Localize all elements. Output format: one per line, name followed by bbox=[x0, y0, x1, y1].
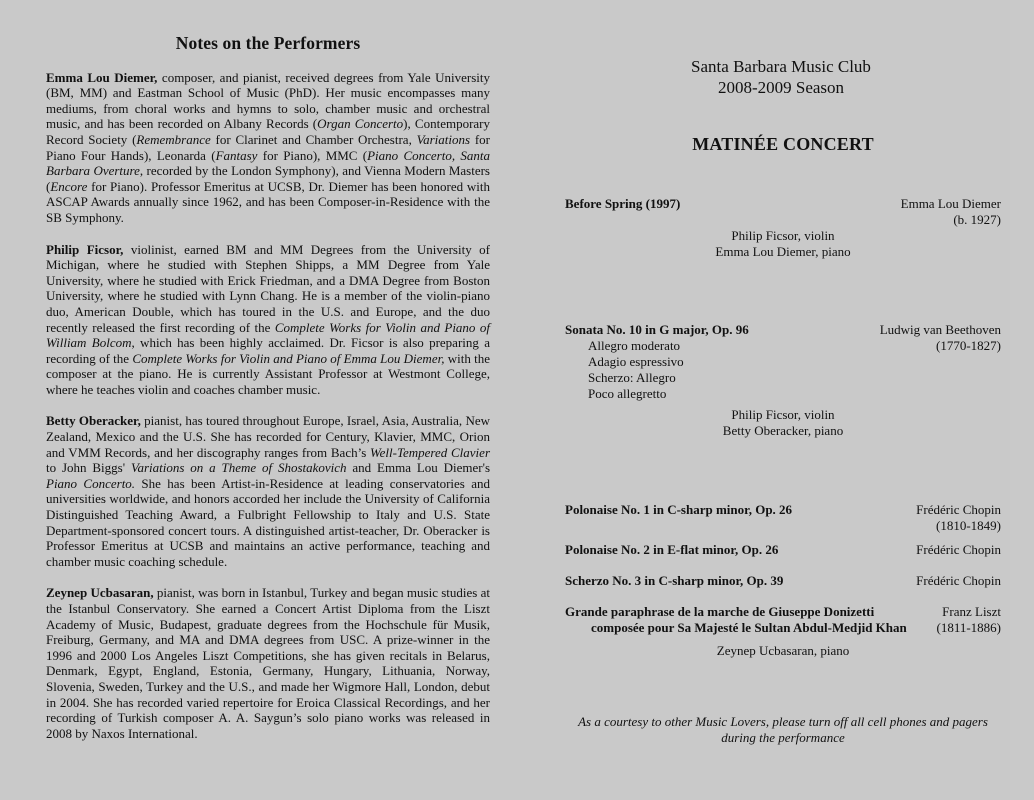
work-title: Before Spring (1997) bbox=[565, 196, 681, 211]
bio-text-run: , which has been highly acclaimed. Dr. Ficsor is also preparing a recording of the bbox=[46, 335, 490, 366]
bio-italic-title: Piano Concerto, Santa Barbara Overture bbox=[46, 147, 490, 179]
bio-text-run: for Piano), MMC ( bbox=[257, 147, 368, 163]
program-item-6 bbox=[565, 604, 1001, 636]
bio-italic-title: Remembrance bbox=[136, 131, 211, 147]
bio-text-run: pianist, has toured throughout Europe, Israel, Asia, Australia, New Zealand, Mexico and the U.S. She has recorded for Century, Klavier, MMC, Orion and VMM Records, and her discography ranges from Bach’s bbox=[46, 413, 490, 460]
bio-italic-title: Complete Works for Violin and Piano of Emma Lou Diemer, bbox=[132, 350, 445, 366]
bio-italic-title: Encore bbox=[50, 178, 88, 194]
season-label: 2008-2009 Season bbox=[717, 78, 845, 97]
work-title: Scherzo No. 3 in C-sharp minor, Op. 39 bbox=[565, 573, 784, 588]
bio-italic-title: Well-Tempered Clavier bbox=[370, 444, 490, 460]
courtesy-notice bbox=[565, 714, 1001, 746]
performer: Emma Lou Diemer, piano bbox=[715, 244, 851, 259]
bio-name: Philip Ficsor, bbox=[46, 241, 124, 257]
bio-text-run: violinist, earned BM and MM Degrees from the University of Michigan, where he studied with Stephen Shipps, a MM Degree from Yale University, where he studied with Erick Friedman, and a DMA Degree from Boston University, where he studied with Lynn Chang. He is a member of the violin-piano duo, American Double, which has toured in the U.S. and Europe, and the duo recently released the first recording of the bbox=[46, 241, 490, 335]
performer: Philip Ficsor, violin bbox=[731, 228, 835, 243]
bio-ucbasaran bbox=[46, 585, 490, 741]
bio-name: Zeynep Ucbasaran, bbox=[46, 585, 154, 601]
bio-text bbox=[46, 413, 490, 568]
performer: Zeynep Ucbasaran, piano bbox=[716, 643, 850, 658]
work-title: Sonata No. 10 in G major, Op. 96 bbox=[565, 322, 749, 337]
bio-text-run: with the composer at the piano. He is currently Assistant Professor at Westmont College, where he teaches violin and coaches chamber music. bbox=[46, 350, 490, 397]
bio-text-run: She has been Artist-in-Residence at leading conservatories and universities worldwide, and honors accorded her include the University of California Distinguished Teaching Award, a Fulbright Fellowship to Italy and U.S. State Department-sponsored concert tours. A distinguished artist-teacher, Dr. Oberacker is Professor Emeritus at UCSB and maintains an active performance, teaching and chamber music coaching schedule. bbox=[46, 475, 490, 569]
bio-text bbox=[46, 242, 490, 397]
bio-italic-title: Organ Concerto bbox=[317, 116, 404, 132]
composer-dates: (1770-1827) bbox=[936, 338, 1001, 353]
composer-name: Frédéric Chopin bbox=[916, 573, 1001, 588]
composer bbox=[901, 196, 1001, 228]
bio-text bbox=[46, 70, 490, 225]
composer bbox=[916, 502, 1001, 534]
bio-diemer bbox=[46, 70, 490, 226]
movement: Scherzo: Allegro bbox=[588, 370, 676, 385]
program-header bbox=[565, 56, 1001, 98]
courtesy-line: As a courtesy to other Music Lovers, please turn off all cell phones and pagers bbox=[578, 714, 988, 729]
bio-text-run: for Clarinet and Chamber Orchestra, bbox=[210, 131, 417, 147]
work-title-line2: composée pour Sa Majesté le Sultan Abdul-Medjid Khan bbox=[591, 620, 907, 635]
bio-text bbox=[46, 585, 490, 740]
composer-name: Franz Liszt bbox=[942, 604, 1001, 619]
composer-dates: (1810-1849) bbox=[936, 518, 1001, 533]
performer: Philip Ficsor, violin bbox=[731, 407, 835, 422]
performer: Betty Oberacker, piano bbox=[722, 423, 844, 438]
bio-text-run: , recorded by the London Symphony), and Vienna Modern Masters ( bbox=[46, 163, 490, 194]
performer-notes bbox=[46, 33, 491, 757]
program-item-5 bbox=[565, 573, 1001, 589]
composer bbox=[880, 322, 1001, 354]
bio-text-run: for Piano). Professor Emeritus at UCSB, Dr. Diemer has been honored with ASCAP Awards annually since 1962, and has been Composer-in-Residence with the SB Symphony. bbox=[46, 178, 490, 225]
composer-name: Frédéric Chopin bbox=[916, 502, 1001, 517]
bio-ficsor bbox=[46, 242, 490, 398]
bio-text-run: for Piano Four Hands), Leonarda ( bbox=[46, 131, 490, 163]
program-item-4 bbox=[565, 542, 1001, 558]
composer-dates: (b. 1927) bbox=[953, 212, 1001, 227]
bio-oberacker bbox=[46, 413, 490, 569]
program-item-2 bbox=[565, 322, 1001, 402]
bio-text-run: pianist, was born in Istanbul, Turkey and began music studies at the Istanbul Conservatory. She earned a Concert Artist Diploma from the Liszt Academy of Music, Budapest, graduate degrees from the Hochschule für Musik, Freiburg, Germany, and MA and DMA degrees from USC. A prize-winner in the 1996 and 2000 Los Angeles Liszt Competitions, she has given recitals in Belarus, Denmark, Egypt, England, Estonia, Germany, Hungary, Lithuania, Norway, Slovenia, Sweden, Turkey and the U.S., and made her Wigmore Hall, London, debut in 2004. She has recorded varied repertoire for Eroica Classical Recordings, and her recording of Turkish composer A. A. Saygun’s solo piano works was released in 2008 by Naxos International. bbox=[46, 585, 490, 741]
work-title: Polonaise No. 2 in E-flat minor, Op. 26 bbox=[565, 542, 779, 557]
composer bbox=[936, 604, 1001, 636]
composer-dates: (1811-1886) bbox=[936, 620, 1001, 635]
work-title: Polonaise No. 1 in C-sharp minor, Op. 26 bbox=[565, 502, 793, 517]
club-name: Santa Barbara Music Club bbox=[691, 57, 871, 76]
movement: Poco allegretto bbox=[588, 386, 667, 401]
performers-6 bbox=[565, 643, 1001, 659]
bio-name: Betty Oberacker, bbox=[46, 413, 141, 429]
bio-italic-title: Fantasy bbox=[215, 147, 258, 163]
performers-2 bbox=[565, 407, 1001, 439]
bio-italic-title: Variations bbox=[416, 131, 471, 147]
movement: Adagio espressivo bbox=[588, 354, 684, 369]
composer-name: Frédéric Chopin bbox=[916, 542, 1001, 557]
work-title-line1: Grande paraphrase de la marche de Giuseppe Donizetti bbox=[565, 604, 875, 619]
bio-name: Emma Lou Diemer, bbox=[46, 69, 158, 85]
performers-1 bbox=[565, 228, 1001, 260]
bio-text-run: to John Biggs' bbox=[46, 460, 131, 476]
bio-text-run: ), Contemporary Record Society ( bbox=[46, 116, 490, 147]
composer-name: Ludwig van Beethoven bbox=[879, 322, 1001, 337]
bio-italic-title: Piano Concerto. bbox=[46, 475, 136, 491]
bio-italic-title: Complete Works for Violin and Piano of William Bolcom bbox=[46, 319, 490, 351]
notes-heading: Notes on the Performers bbox=[175, 33, 361, 53]
courtesy-line: during the performance bbox=[721, 730, 845, 745]
composer bbox=[916, 573, 1001, 589]
movement: Allegro moderato bbox=[588, 338, 681, 353]
composer bbox=[916, 542, 1001, 558]
program-item-3 bbox=[565, 502, 1001, 533]
composer-name: Emma Lou Diemer bbox=[900, 196, 1001, 211]
bio-italic-title: Variations on a Theme of Shostakovich bbox=[130, 460, 347, 476]
concert-title: MATINÉE CONCERT bbox=[692, 134, 874, 154]
bio-text-run: composer, and pianist, received degrees from Yale University (BM, MM) and Eastman School of Music (PhD). Her music encompasses many mediums, from choral works and hymns to solo, chamber music and orchestral music, and has been recorded on Albany Records ( bbox=[46, 69, 490, 132]
bio-text-run: and Emma Lou Diemer's bbox=[346, 460, 491, 476]
program-item-1 bbox=[565, 196, 1001, 227]
